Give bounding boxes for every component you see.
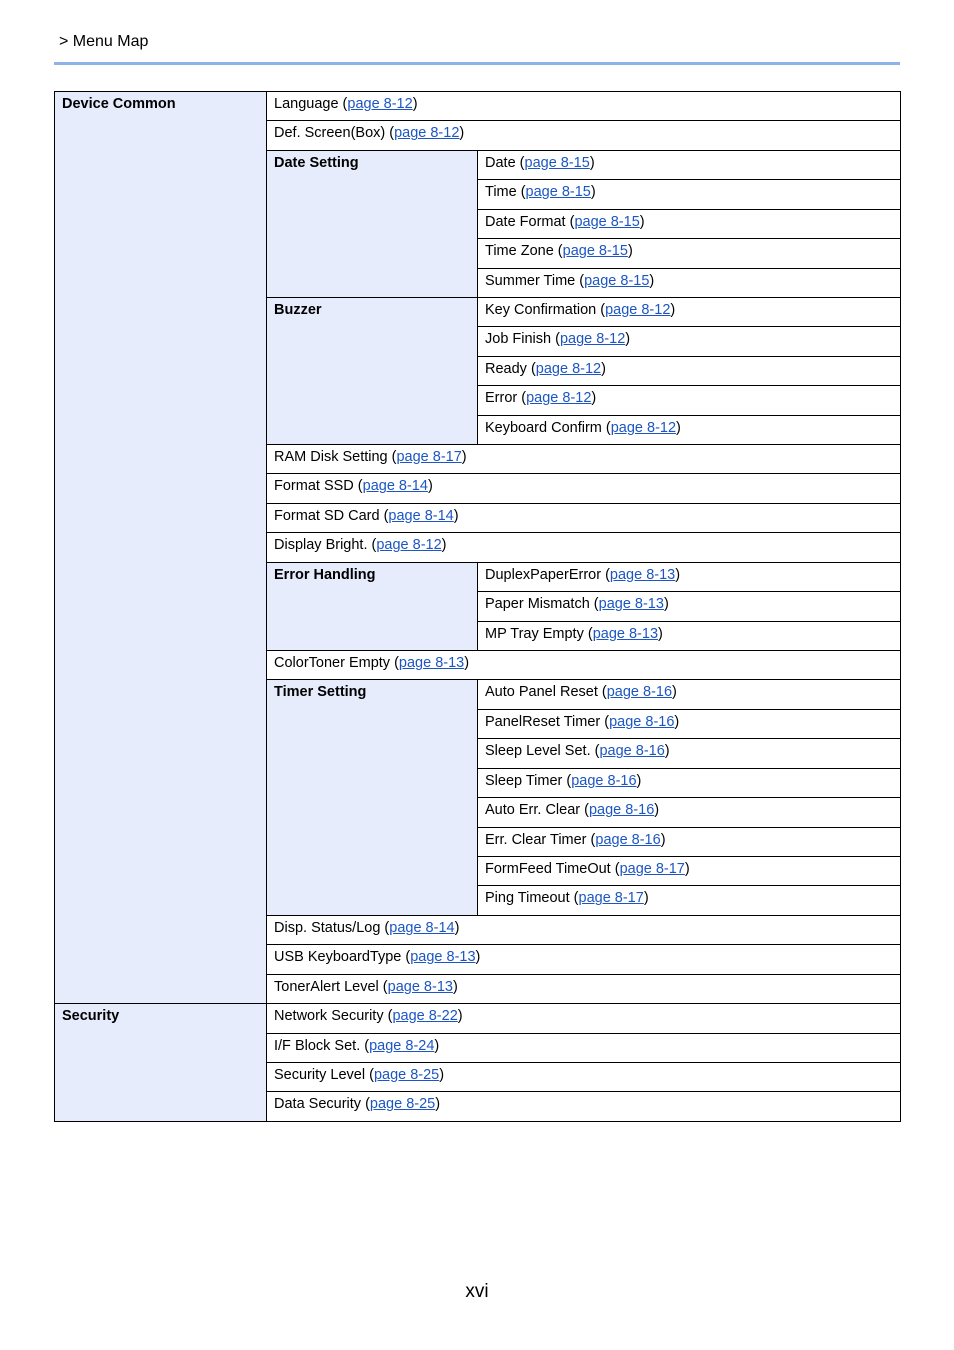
page-reference-link[interactable]: page 8-14	[388, 507, 454, 524]
page-reference-link[interactable]: page 8-17	[396, 449, 462, 466]
menu-item: Security Level (page 8-25)	[267, 1062, 901, 1091]
menu-item-label: Sleep Level Set.	[485, 743, 591, 760]
menu-item-label: USB KeyboardType	[274, 949, 402, 966]
menu-item-label: Date Format	[485, 213, 566, 230]
menu-item: Sleep Level Set. (page 8-16)	[478, 739, 901, 768]
page-reference-link[interactable]: page 8-22	[392, 1008, 458, 1025]
page-reference-link[interactable]: page 8-15	[525, 184, 591, 201]
page-reference-link[interactable]: page 8-12	[376, 537, 442, 554]
menu-item: Paper Mismatch (page 8-13)	[478, 592, 901, 621]
menu-group	[55, 92, 267, 1004]
menu-item-label: Paper Mismatch	[485, 596, 590, 613]
page-reference-link[interactable]: page 8-12	[605, 301, 671, 318]
header-rule	[54, 62, 900, 65]
page-reference-link[interactable]: page 8-25	[369, 1096, 436, 1113]
menu-item: TonerAlert Level (page 8-13)	[267, 974, 901, 1003]
menu-item: Ping Timeout (page 8-17)	[478, 886, 901, 915]
page-reference-link[interactable]: page 8-16	[571, 772, 637, 789]
table-row	[55, 92, 901, 121]
menu-item: DuplexPaperError (page 8-13)	[478, 562, 901, 591]
menu-item-label: Display Bright.	[274, 537, 368, 554]
menu-item-label: Job Finish	[485, 331, 552, 348]
menu-group	[267, 680, 478, 915]
menu-item: Date (page 8-15)	[478, 150, 901, 179]
page-reference-link[interactable]: page 8-16	[606, 684, 673, 701]
page-reference-link[interactable]: page 8-13	[592, 625, 659, 642]
menu-item: Sleep Timer (page 8-16)	[478, 768, 901, 797]
menu-item-label: RAM Disk Setting	[274, 449, 388, 466]
menu-item: Time Zone (page 8-15)	[478, 239, 901, 268]
menu-map-table	[54, 91, 901, 1122]
page-reference-link[interactable]: page 8-15	[574, 213, 640, 230]
menu-item-label: Network Security	[274, 1008, 384, 1025]
menu-group	[55, 1004, 267, 1122]
page-reference-link[interactable]: page 8-14	[389, 919, 455, 936]
menu-item: Network Security (page 8-22)	[267, 1004, 901, 1033]
menu-item-label: Auto Panel Reset	[485, 684, 598, 701]
menu-item-label: Time	[485, 184, 517, 201]
menu-item-label: ColorToner Empty	[274, 655, 391, 672]
page-number: xvi	[465, 1281, 489, 1302]
page-reference-link[interactable]: page 8-12	[347, 96, 413, 112]
menu-item: Error (page 8-12)	[478, 386, 901, 415]
menu-item-label: Def. Screen(Box)	[274, 125, 386, 142]
menu-item-label: PanelReset Timer	[485, 713, 601, 730]
page-reference-link[interactable]: page 8-13	[598, 596, 664, 613]
menu-item-label: Auto Err. Clear	[485, 802, 581, 819]
menu-item: Format SD Card (page 8-14)	[267, 503, 901, 532]
menu-item: RAM Disk Setting (page 8-17)	[267, 445, 901, 474]
page-reference-link[interactable]: page 8-13	[609, 566, 676, 583]
menu-item-label: Time Zone	[485, 243, 554, 260]
menu-item: Language (page 8-12)	[267, 92, 901, 121]
page-reference-link[interactable]: page 8-15	[524, 154, 590, 171]
menu-item-label: Ping Timeout	[485, 890, 570, 907]
menu-item-label: Format SD Card	[274, 507, 380, 524]
page-reference-link[interactable]: page 8-12	[394, 125, 460, 142]
menu-item: Auto Panel Reset (page 8-16)	[478, 680, 901, 709]
page-reference-link[interactable]: page 8-14	[362, 478, 428, 495]
menu-item: Err. Clear Timer (page 8-16)	[478, 827, 901, 856]
menu-item: Job Finish (page 8-12)	[478, 327, 901, 356]
menu-item-label: FormFeed TimeOut	[485, 860, 611, 877]
menu-item-label: Disp. Status/Log	[274, 919, 381, 936]
menu-item: I/F Block Set. (page 8-24)	[267, 1033, 901, 1062]
page-reference-link[interactable]: page 8-12	[559, 331, 626, 348]
page-reference-link[interactable]: page 8-16	[588, 802, 655, 819]
menu-item-label: Key Confirmation	[485, 301, 597, 318]
menu-item: PanelReset Timer (page 8-16)	[478, 709, 901, 738]
page-reference-link[interactable]: page 8-15	[584, 272, 650, 289]
menu-item-label: I/F Block Set.	[274, 1037, 361, 1054]
menu-item-label: Security Level	[274, 1066, 366, 1083]
page-reference-link[interactable]: page 8-13	[387, 978, 453, 995]
menu-item: MP Tray Empty (page 8-13)	[478, 621, 901, 650]
page-reference-link[interactable]: page 8-15	[562, 243, 628, 260]
menu-item-label: Data Security	[274, 1096, 362, 1113]
menu-item: Display Bright. (page 8-12)	[267, 533, 901, 562]
menu-item: Date Format (page 8-15)	[478, 209, 901, 238]
menu-item: Time (page 8-15)	[478, 180, 901, 209]
menu-group-label: Buzzer	[274, 301, 322, 318]
menu-item-label: Format SSD	[274, 478, 354, 495]
page-reference-link[interactable]: page 8-24	[369, 1037, 435, 1054]
page-reference-link[interactable]: page 8-13	[398, 655, 465, 672]
menu-group-label: Security	[62, 1008, 120, 1025]
menu-group-label: Date Setting	[274, 154, 359, 171]
page-reference-link[interactable]: page 8-16	[595, 831, 661, 848]
page-reference-link[interactable]: page 8-12	[610, 419, 677, 436]
page-reference-link[interactable]: page 8-17	[619, 860, 685, 877]
menu-item-label: Ready	[485, 360, 527, 377]
page-reference-link[interactable]: page 8-13	[410, 949, 476, 966]
menu-item: Def. Screen(Box) (page 8-12)	[267, 121, 901, 150]
menu-group	[267, 297, 478, 444]
page-reference-link[interactable]: page 8-16	[599, 743, 665, 760]
menu-item: Format SSD (page 8-14)	[267, 474, 901, 503]
page-reference-link[interactable]: page 8-12	[535, 360, 602, 377]
menu-item: USB KeyboardType (page 8-13)	[267, 945, 901, 974]
menu-item-label: Sleep Timer	[485, 772, 563, 789]
menu-item-label: TonerAlert Level	[274, 978, 379, 995]
menu-item-label: DuplexPaperError	[485, 566, 602, 583]
breadcrumb: > Menu Map	[59, 33, 149, 50]
page-reference-link[interactable]: page 8-12	[526, 390, 592, 407]
menu-group	[267, 150, 478, 297]
page-reference-link[interactable]: page 8-25	[373, 1066, 440, 1083]
menu-item: FormFeed TimeOut (page 8-17)	[478, 856, 901, 885]
menu-item-label: Date	[485, 154, 516, 171]
menu-item: Keyboard Confirm (page 8-12)	[478, 415, 901, 444]
menu-group-label: Error Handling	[274, 566, 376, 583]
menu-item: Data Security (page 8-25)	[267, 1092, 901, 1121]
menu-item-label: Language	[274, 96, 339, 112]
menu-item: Summer Time (page 8-15)	[478, 268, 901, 297]
menu-item-label: MP Tray Empty	[485, 625, 584, 642]
menu-item: Auto Err. Clear (page 8-16)	[478, 798, 901, 827]
menu-item: ColorToner Empty (page 8-13)	[267, 651, 901, 680]
page-reference-link[interactable]: page 8-17	[578, 890, 644, 907]
menu-group	[267, 562, 478, 650]
table-row	[55, 1004, 901, 1033]
menu-item-label: Error	[485, 390, 518, 407]
menu-group-label: Device Common	[62, 96, 176, 112]
menu-item-label: Summer Time	[485, 272, 576, 289]
menu-item: Disp. Status/Log (page 8-14)	[267, 915, 901, 944]
menu-group-label: Timer Setting	[274, 684, 367, 701]
menu-item-label: Err. Clear Timer	[485, 831, 587, 848]
menu-item: Ready (page 8-12)	[478, 356, 901, 385]
page-reference-link[interactable]: page 8-16	[609, 713, 675, 730]
menu-item: Key Confirmation (page 8-12)	[478, 297, 901, 326]
menu-item-label: Keyboard Confirm	[485, 419, 602, 436]
